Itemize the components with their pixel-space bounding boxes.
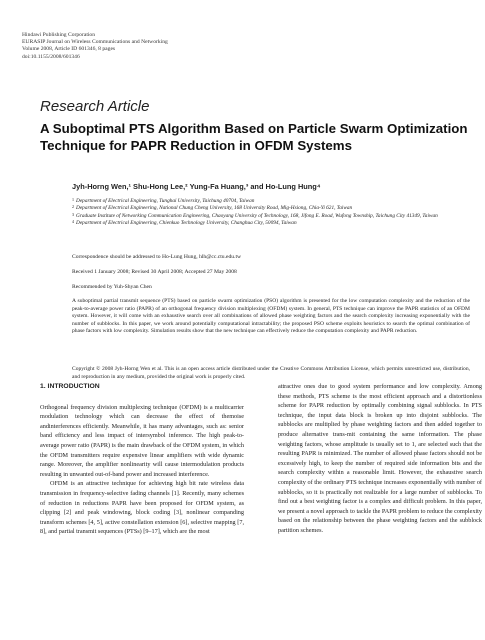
body-paragraph: Orthogonal frequency division multiplexing technique (OFDM) is a multicarrier modulation technology which can decrease the effect of themoise andinterferences efficiently. Meanwhile, it has many advantages, such as: senior band efficiency and less impact of intersymbol inference. The high peak-to-average power ratio (PAPR) is the main drawback of the OFDM system, in which the OFDM transmitters require expensive linear amplifiers with wide dynamic range. Moreover, the amplifier nonlinearity will cause intermodulation products resulting in unwanted out-of-band power and increased interference. — [40, 403, 244, 478]
affiliation — [72, 220, 472, 227]
masthead-line: doi:10.1155/2008/601346 — [22, 53, 80, 60]
affiliation-number: 4 — [72, 219, 74, 225]
affiliation-text: Department of Electrical Engineering, National Chung Cheng University, 168 University Road, Mig-Hsiong, Chia-Yi 621, Taiwan — [76, 205, 353, 212]
paper-title: A Suboptimal PTS Algorithm Based on Particle Swarm Optimization Technique for PAPR Reduction in OFDM Systems — [40, 121, 468, 153]
body-paragraph: attractive ones due to good system performance and low complexity. Among these methods, PTS scheme is the most efficient approach and a distortionless scheme for PAPR reduction by optimally combining signal subblocks. In PTS technique, the input data block is broken up into disjoint subblocks. The subblocks are multiplied by phase weighting factors and then added together to produce alternative trans-mit containing the same information. The phase weighting factors, whose amplitude is usually set to 1, are selected such that the resulting PAPR is minimized. The number of allowed phase factors should not be excessively high, to keep the number of required side information bits and the search complexity within a reasonable limit. However, the exhaustive search complexity of the ordinary PTS technique increases exponentially with number of subblocks, so it is practically not realizable for a large number of subblocks. To find out a best weighting factor is a complex and difficult problem. In this paper, we present a novel approach to tackle the PAPR problem to reduce the complexity based on the relationship between the phase weighting factors and the subblock partition schemes. — [278, 383, 482, 534]
affiliation-number: 1 — [72, 197, 74, 202]
section-heading: 1. INTRODUCTION — [40, 383, 100, 390]
copyright-notice: Copyright © 2008 Jyh-Horng Wen et al. This is an open access article distributed under the Creative Commons Attribution License, which permits unrestricted use, distribution, and reproduction in any medium, provided the original work is properly cited. — [72, 366, 470, 380]
left-column — [40, 382, 244, 537]
affiliation-text: Department of Electrical Engineering, Tunghai University, Taichung 40704, Taiwan — [76, 198, 255, 204]
affiliation-text: Graduate Institute of Networking Communication Engineering, Chaoyang University of Technology, 168, Jifong E. Road, Wufong Township, Taichung City 41349, Taiwan — [76, 212, 438, 219]
received-dates: Received 1 January 2008; Revised 30 April 2008; Accepted 27 May 2008 — [72, 269, 237, 275]
recommended-by: Recommended by Yuh-Shyan Chen — [72, 284, 152, 290]
correspondence-line: Correspondence should be addressed to Ho-Lung Hung, hlh@cc.ctu.edu.tw — [72, 254, 242, 260]
abstract: A suboptimal partial transmit sequence (PTS) based on particle swarm optimization (PSO) algorithm is presented for the low computation complexity and the reduction of the peak-to-average power ratio (PAPR) of an orthogonal frequency division multiplexing (OFDM) system. In general, PTS technique can improve the PAPR statistics of an OFDM system. However, it will come with an exhaustive search over all combinations of allowed phase weighting factors and the search complexity increasing exponentially with the number of subblocks. In this paper, we work around potentially computational intractability; the proposed PSO scheme exploits heuristics to search the optimal combination of phase factors with low complexity. Simulation results show that the new technique can effectively reduce the computation complexity and PAPR reduction. — [72, 298, 470, 334]
affiliations — [72, 198, 472, 228]
masthead-line: Volume 2008, Article ID 601346, 8 pages — [22, 46, 116, 53]
affiliation-number: 2 — [72, 204, 74, 210]
body-paragraph: OFDM is an attractive technique for achieving high bit rate wireless data transmission in frequency-selective fading channels [1]. Recently, many schemes of reduction in reductions PAPR have been proposed for OFDM system, as clipping [2] and peak windowing, block coding [3], nonlinear companding transform schemes [4, 5], active constellation extension [6], selective mapping [7, 8], and partial transmit sequences (PTSs) [9–17], which are the most — [40, 480, 244, 536]
affiliation — [72, 205, 472, 212]
affiliation-text: Department of Electrical Engineering, Chienkuo Technology University, Changhua City, 50094, Taiwan — [76, 220, 297, 227]
article-type: Research Article — [40, 98, 150, 115]
right-column — [278, 382, 482, 536]
masthead-line: EURASIP Journal on Wireless Communications and Networking — [22, 39, 168, 46]
masthead-line: Hindawi Publishing Corporation — [22, 32, 96, 38]
author-list: Jyh-Horng Wen,¹ Shu-Hong Lee,² Yung-Fa Huang,³ and Ho-Lung Hung⁴ — [72, 182, 321, 191]
affiliation-number: 3 — [72, 211, 74, 217]
journal-masthead — [22, 32, 168, 61]
